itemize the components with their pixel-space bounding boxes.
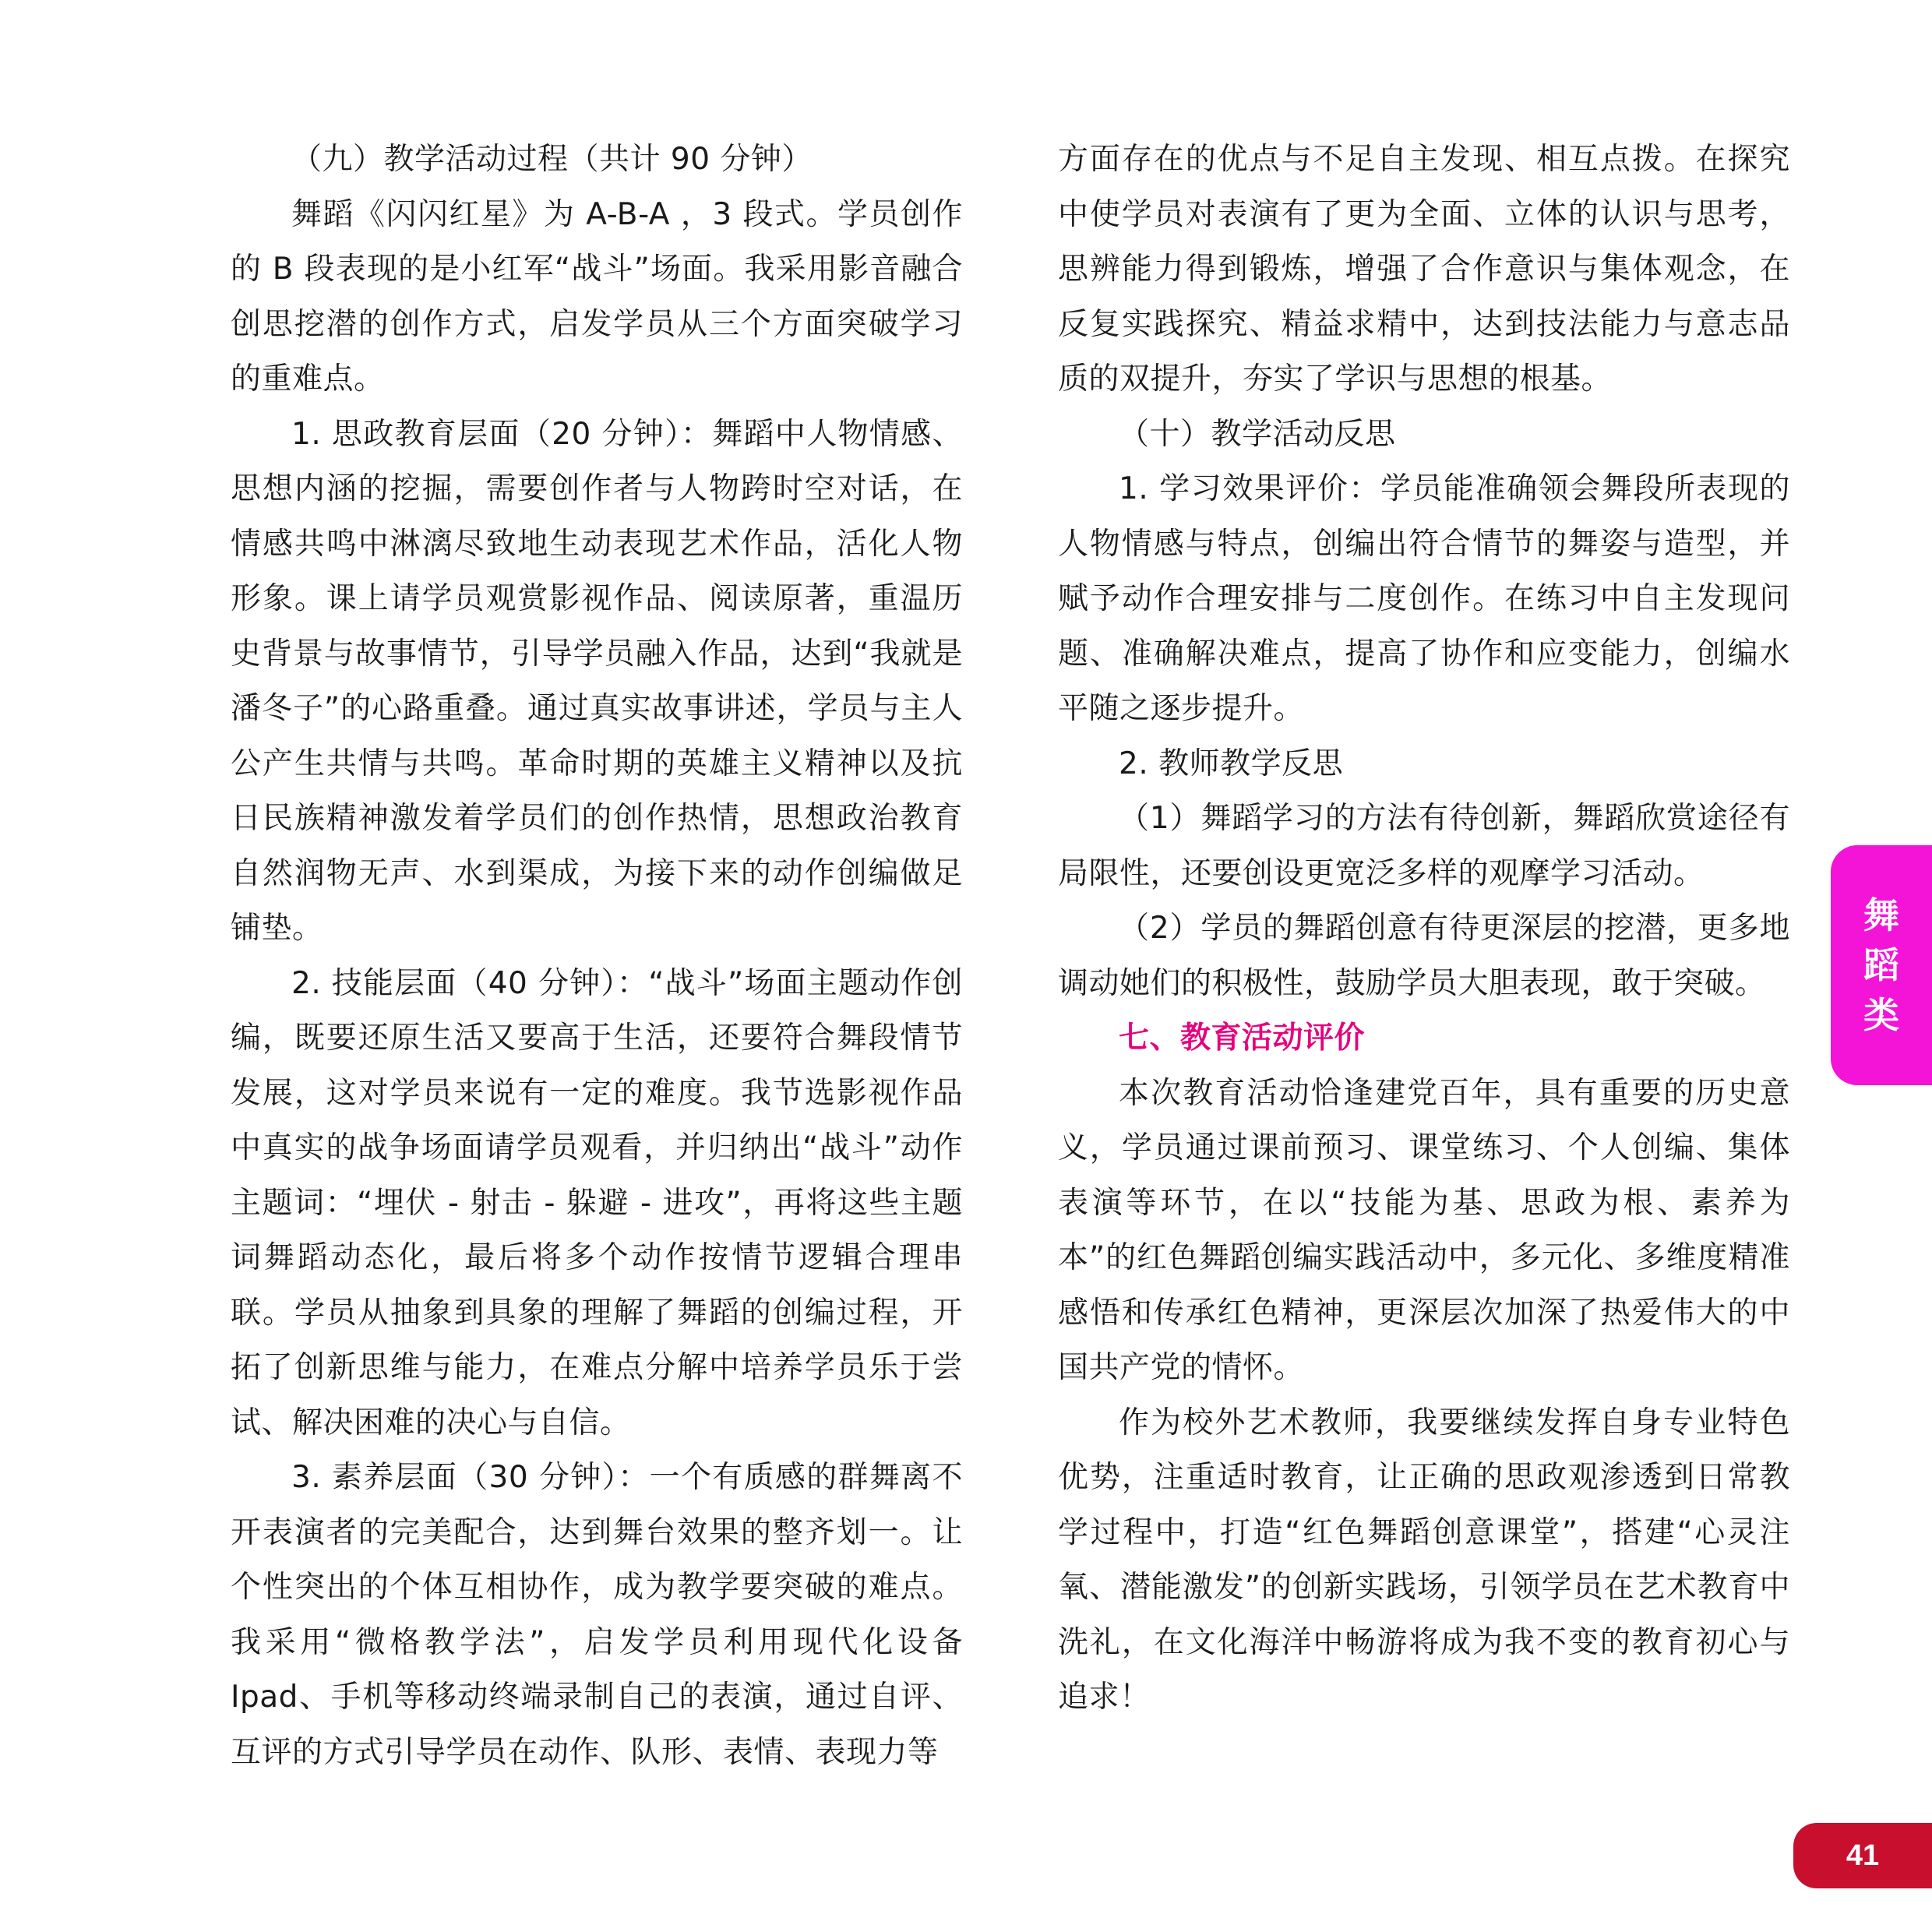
paragraph: 1. 思政教育层面（20 分钟）：舞蹈中人物情感、思想内涵的挖掘，需要创作者与人物跨时空对话，在情感共鸣中淋漓尽致地生动表现艺术作品，活化人物形象。课上请学员观赏影视作品、阅读原著，重温历史背景与故事情节，引导学员融入作品，达到“我就是潘冬子”的心路重叠。通过真实故事讲述，学员与主人公产生共情与共鸣。革命时期的英雄主义精神以及抗日民族精神激发着学员们的创作热情，思想政治教育自然润物无声、水到渠成，为接下来的动作创编做足铺垫。	[231, 416, 963, 946]
chapter-heading: 七、教育活动评价	[1119, 1021, 1366, 1056]
paragraph: 3. 素养层面（30 分钟）：一个有质感的群舞离不开表演者的完美配合，达到舞台效果的整齐划一。让个性突出的个体互相协作，成为教学要突破的难点。我采用“微格教学法”，启发学员利用现代化设备 Ipad、手机等移动终端录制自己的表演，通过自评、互评的方式引导学员在动作、队形、表情、表现力等	[231, 1460, 963, 1770]
paragraph: （2）学员的舞蹈创意有待更深层的挖潜，更多地调动她们的积极性，鼓励学员大胆表现，敢于突破。	[1058, 911, 1790, 1001]
category-tab-char: 类	[1863, 994, 1899, 1036]
paragraph: 1. 学习效果评价：学员能准确领会舞段所表现的人物情感与特点，创编出符合情节的舞姿与造型，并赋予动作合理安排与二度创作。在练习中自主发现问题、准确解决难点，提高了协作和应变能力，创编水平随之逐步提升。	[1058, 471, 1790, 726]
subsection-heading: 2. 教师教学反思	[1119, 746, 1344, 781]
paragraph: 2. 技能层面（40 分钟）：“战斗”场面主题动作创编，既要还原生活又要高于生活，还要符合舞段情节发展，这对学员来说有一定的难度。我节选影视作品中真实的战争场面请学员观看，并归纳出“战斗”动作主题词：“埋伏 - 射击 - 躲避 - 进攻”，再将这些主题词舞蹈动态化，最后将多个动作按情节逻辑合理串联。学员从抽象到具象的理解了舞蹈的创编过程，开拓了创新思维与能力，在难点分解中培养学员乐于尝试、解决困难的决心与自信。	[231, 965, 963, 1440]
paragraph: 舞蹈《闪闪红星》为 A-B-A ，3 段式。学员创作的 B 段表现的是小红军“战斗”场面。我采用影音融合创思挖潜的创作方式，启发学员从三个方面突破学习的重难点。	[231, 196, 963, 397]
category-tab-char: 舞	[1863, 894, 1899, 936]
category-tab	[1831, 845, 1932, 1085]
left-column	[231, 132, 963, 1780]
paragraph: 作为校外艺术教师，我要继续发挥自身专业特色优势，注重适时教育，让正确的思政观渗透到日常教学过程中，打造“红色舞蹈创意课堂”，搭建“心灵注氧、潜能激发”的创新实践场，引领学员在艺术教育中洗礼，在文化海洋中畅游将成为我不变的教育初心与追求！	[1058, 1405, 1790, 1715]
page-number: 41	[1793, 1823, 1932, 1888]
category-tab-char: 蹈	[1863, 944, 1899, 986]
right-column	[1058, 132, 1790, 1726]
section-heading: （十）教学活动反思	[1119, 416, 1396, 452]
paragraph: （九）教学活动过程（共计 90 分钟）	[291, 142, 813, 177]
paragraph: 本次教育活动恰逢建党百年，具有重要的历史意义，学员通过课前预习、课堂练习、个人创编、集体表演等环节，在以“技能为基、思政为根、素养为本”的红色舞蹈创编实践活动中，多元化、多维度精准感悟和传承红色精神，更深层次加深了热爱伟大的中国共产党的情怀。	[1058, 1075, 1790, 1385]
paragraph: （1）舞蹈学习的方法有待创新，舞蹈欣赏途径有局限性，还要创设更宽泛多样的观摩学习活动。	[1058, 801, 1790, 891]
paragraph: 方面存在的优点与不足自主发现、相互点拨。在探究中使学员对表演有了更为全面、立体的认识与思考，思辨能力得到锻炼，增强了合作意识与集体观念，在反复实践探究、精益求精中，达到技法能力与意志品质的双提升，夯实了学识与思想的根基。	[1058, 142, 1790, 397]
